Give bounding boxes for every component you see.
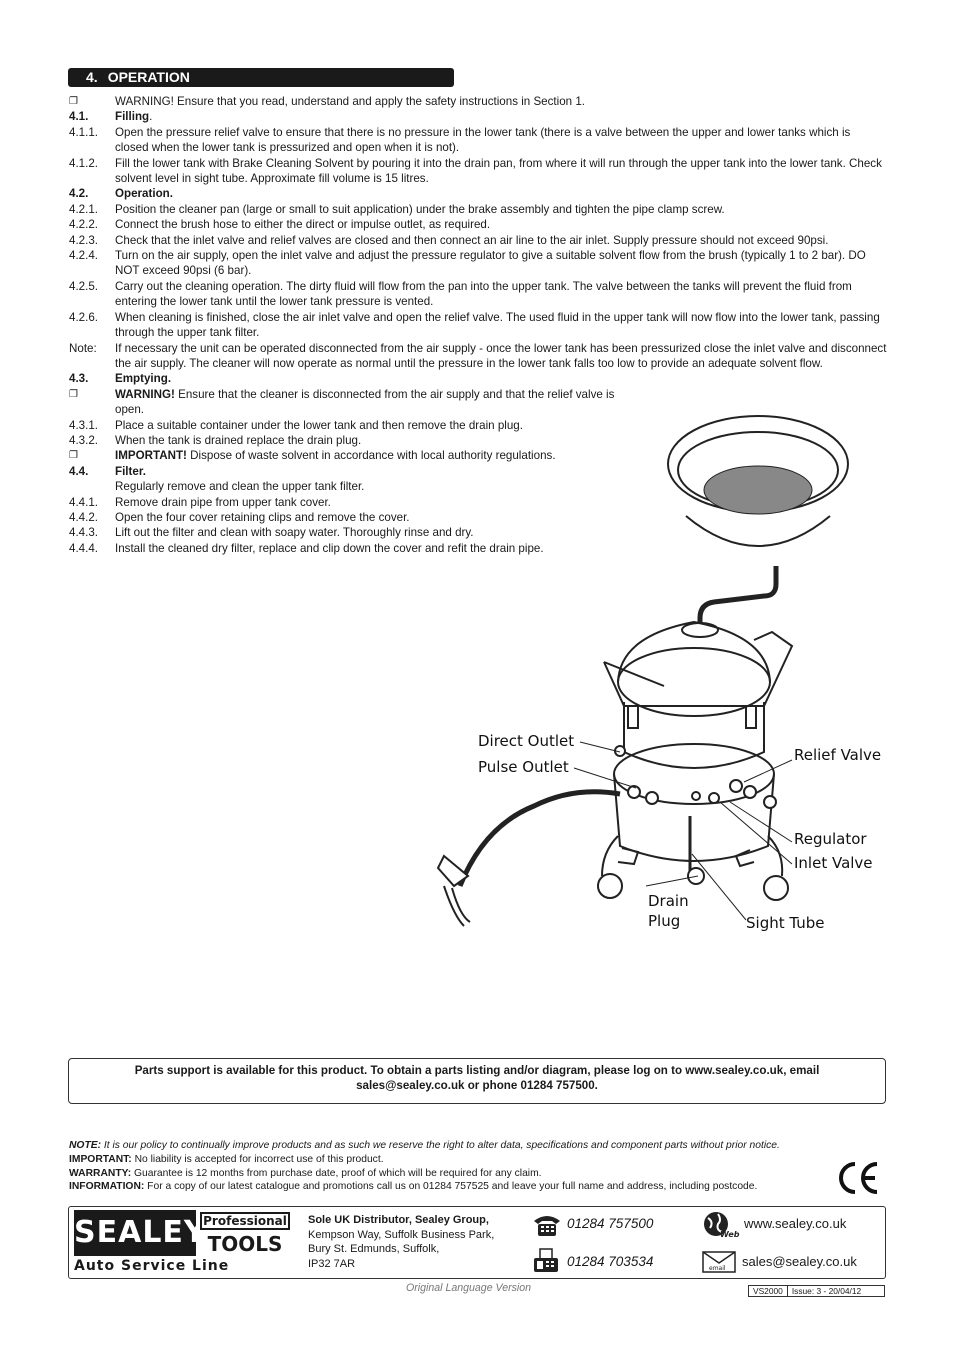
instruction-number: 4.4.1.: [69, 495, 99, 509]
instruction-text: [115, 310, 887, 341]
instruction-lead: WARNING!: [115, 387, 175, 401]
instruction-body: Fill the lower tank with Brake Cleaning Solvent by pouring it into the drain pan, from where it will run through the upper tank into the lower tank. Check solvent level in sight tube. Approximate fill volume is 15 litres.: [115, 156, 882, 186]
instruction-body: When cleaning is finished, close the air inlet valve and open the relief valve. The used fluid in the upper tank will now flow into the lower tank, passing through the upper tank filter.: [115, 310, 880, 340]
issue-info: Issue: 3 - 20/04/12: [791, 1286, 862, 1296]
pulse-outlet-label: Pulse Outlet: [478, 758, 569, 776]
instruction-number: 4.2.2.: [69, 218, 99, 232]
instruction-row: [69, 217, 887, 232]
important-line: IMPORTANT: No liability is accepted for incorrect use of this product.: [69, 1153, 384, 1165]
instruction-number: 4.3.2.: [69, 433, 99, 447]
instruction-body: Lift out the filter and clean with soapy water. Thoroughly rinse and dry.: [115, 526, 474, 540]
parts-support-line2: sales@sealey.co.uk or phone 01284 757500.: [356, 1079, 598, 1092]
sealey-logo: [74, 1210, 296, 1276]
instruction-body: Remove drain pipe from upper tank cover.: [115, 495, 331, 509]
instruction-body: Emptying.: [115, 372, 172, 386]
instruction-text: [115, 125, 887, 156]
relief-valve-label: Relief Valve: [794, 746, 882, 764]
instruction-row: [69, 279, 887, 310]
instruction-body: Open the four cover retaining clips and remove the cover.: [115, 510, 410, 524]
instruction-body: Carry out the cleaning operation. The dirty fluid will flow from the pan into the upper tank. The valve between the tanks will prevent the fluid from entering the lower tank until the lower tank pressure is vented.: [115, 279, 852, 309]
instruction-text: [115, 371, 887, 386]
sight-tube-label: Sight Tube: [746, 914, 825, 932]
instruction-body: Ensure that the cleaner is disconnected from the air supply and that the relief valve is open.: [115, 387, 615, 417]
instruction-text: [115, 279, 887, 310]
instruction-body: Regularly remove and clean the upper tank filter.: [115, 480, 365, 494]
instruction-number: 4.4.2.: [69, 510, 99, 524]
instruction-row: [69, 310, 887, 341]
warranty-line: WARRANTY: Guarantee is 12 months from purchase date, proof of which will be required for any claim.: [69, 1167, 542, 1179]
instruction-number: Note:: [69, 341, 97, 355]
email-envelope-icon: [702, 1251, 736, 1273]
instruction-body: If necessary the unit can be operated disconnected from the air supply - once the lower tank has been pressurized close the inlet valve and disconnect the air supply. The cleaner will now operate as normal until the pressure in the lower tank falls too low to provide an adequate solvent flow.: [115, 341, 887, 370]
instruction-number: 4.4.: [69, 464, 89, 478]
email-icon-label: email: [709, 1265, 726, 1272]
instruction-body: Operation.: [115, 187, 173, 201]
inlet-valve-label: Inlet Valve: [794, 854, 873, 872]
issue-box: [748, 1285, 885, 1297]
brake-cleaner-diagram: [424, 406, 894, 946]
drain-plug-label-line1: Drain: [648, 892, 689, 910]
email-link[interactable]: sales@sealey.co.uk: [742, 1254, 857, 1269]
model-number: VS2000: [749, 1286, 788, 1296]
fax-number: 01284 703534: [567, 1254, 654, 1269]
address-line1: Kempson Way, Suffolk Business Park,: [308, 1228, 495, 1241]
instruction-body: Install the cleaned dry filter, replace and clip down the cover and refit the drain pipe.: [115, 541, 544, 555]
logo-tools: TOOLS: [207, 1232, 283, 1256]
instruction-row: [69, 94, 887, 109]
address-line3: IP32 7AR: [308, 1257, 356, 1270]
checkbox-bullet-icon: ❐: [69, 450, 78, 462]
fax-icon: [532, 1248, 560, 1274]
instruction-number: 4.3.: [69, 372, 89, 386]
instruction-body: Dispose of waste solvent in accordance with local authority regulations.: [186, 449, 556, 463]
original-language-note: Original Language Version: [406, 1282, 532, 1294]
instruction-row: [69, 186, 887, 201]
regulator-label: Regulator: [794, 830, 867, 848]
instruction-body: WARNING! Ensure that you read, understand and apply the safety instructions in Section 1.: [115, 95, 586, 108]
instruction-text: [115, 186, 887, 201]
instruction-body: Connect the brush hose to either the direct or impulse outlet, as required.: [115, 218, 491, 232]
instruction-number: 4.4.4.: [69, 541, 99, 555]
instruction-row: [69, 341, 887, 372]
logo-auto-service-line: Auto Service Line: [74, 1258, 230, 1274]
section-header: [68, 68, 454, 87]
instruction-text: [115, 217, 887, 232]
parts-support-box: [68, 1058, 886, 1104]
checkbox-bullet-icon: ❐: [69, 388, 78, 400]
instruction-number: 4.2.5.: [69, 279, 99, 293]
instruction-body: Check that the inlet valve and relief valves are closed and then connect an air line to the air inlet. Supply pressure should not exceed 90psi.: [115, 233, 829, 247]
instruction-number: 4.2.3.: [69, 233, 99, 247]
instruction-body: Place a suitable container under the lower tank and then remove the drain plug.: [115, 418, 523, 432]
ce-mark-icon: [835, 1158, 881, 1198]
instruction-row: [69, 202, 887, 217]
logo-professional: Professional: [200, 1212, 290, 1230]
distributor-name: Sole UK Distributor, Sealey Group,: [308, 1214, 489, 1226]
instruction-body: Turn on the air supply, open the inlet valve and adjust the pressure regulator to give a suitable solvent flow from the brush (typically 1 to 2 bar). DO NOT exceed 90psi (6 bar).: [115, 249, 866, 278]
instruction-number: 4.2.1.: [69, 202, 99, 216]
instruction-number: 4.1.: [69, 110, 89, 124]
telephone-icon: [532, 1213, 562, 1237]
instruction-row: [69, 233, 887, 248]
instruction-number: 4.3.1.: [69, 418, 99, 432]
instruction-text: [115, 202, 887, 217]
notes-block: [69, 1139, 839, 1194]
instruction-number: 4.2.4.: [69, 249, 99, 263]
instruction-number: [69, 479, 115, 494]
instruction-row: [69, 125, 887, 156]
section-number: 4.: [86, 69, 98, 85]
instruction-row: [69, 248, 887, 279]
instruction-body: Position the cleaner pan (large or small to suit application) under the brake assembly and tighten the pipe clamp screw.: [115, 202, 725, 216]
instruction-row: [69, 371, 887, 386]
instruction-text: [115, 156, 887, 187]
direct-outlet-label: Direct Outlet: [478, 732, 575, 750]
checkbox-bullet-icon: ❐: [69, 96, 78, 107]
instruction-suffix: .: [149, 110, 153, 124]
information-line: INFORMATION: For a copy of our latest catalogue and promotions call us on 01284 757525 and leave your full name and address, including postcode.: [69, 1181, 758, 1193]
address-line2: Bury St. Edmunds, Suffolk,: [308, 1243, 440, 1255]
instruction-body: Filling: [115, 110, 150, 124]
instruction-text: [115, 341, 887, 372]
instruction-body: Filter.: [115, 464, 146, 478]
logo-sealey: SEALEY: [74, 1210, 196, 1256]
instruction-number: 4.1.1.: [69, 125, 99, 139]
web-icon-label: Web: [720, 1230, 740, 1239]
section-title: OPERATION: [107, 69, 190, 85]
instruction-number: 4.1.2.: [69, 156, 99, 170]
parts-support-line1: Parts support is available for this product. To obtain a parts listing and/or diagram, please log on to www.sealey.co.uk, email: [134, 1064, 820, 1077]
instruction-text: [115, 233, 887, 248]
instruction-body: When the tank is drained replace the drain plug.: [115, 433, 362, 447]
globe-web-icon: [702, 1210, 740, 1240]
instruction-number: 4.2.6.: [69, 310, 99, 324]
website-link[interactable]: www.sealey.co.uk: [744, 1216, 847, 1231]
instruction-text: [115, 109, 887, 124]
note-line: NOTE: It is our policy to continually improve products and as such we reserve the right to alter data, specifications and component parts without prior notice.: [69, 1140, 780, 1151]
instruction-lead: IMPORTANT!: [115, 449, 187, 463]
phone-number: 01284 757500: [567, 1216, 654, 1231]
distributor-address: [308, 1213, 494, 1271]
instruction-row: [69, 109, 887, 124]
instruction-text: [115, 248, 887, 279]
instruction-text: [115, 94, 887, 109]
instruction-number: 4.4.3.: [69, 526, 99, 540]
instruction-number: 4.2.: [69, 187, 89, 201]
instruction-row: [69, 156, 887, 187]
instruction-body: Open the pressure relief valve to ensure that there is no pressure in the lower tank (there is a valve between the upper and lower tanks which is closed when the lower tank is pressurized and open when it is not).: [115, 125, 851, 155]
drain-plug-label-line2: Plug: [648, 912, 681, 930]
